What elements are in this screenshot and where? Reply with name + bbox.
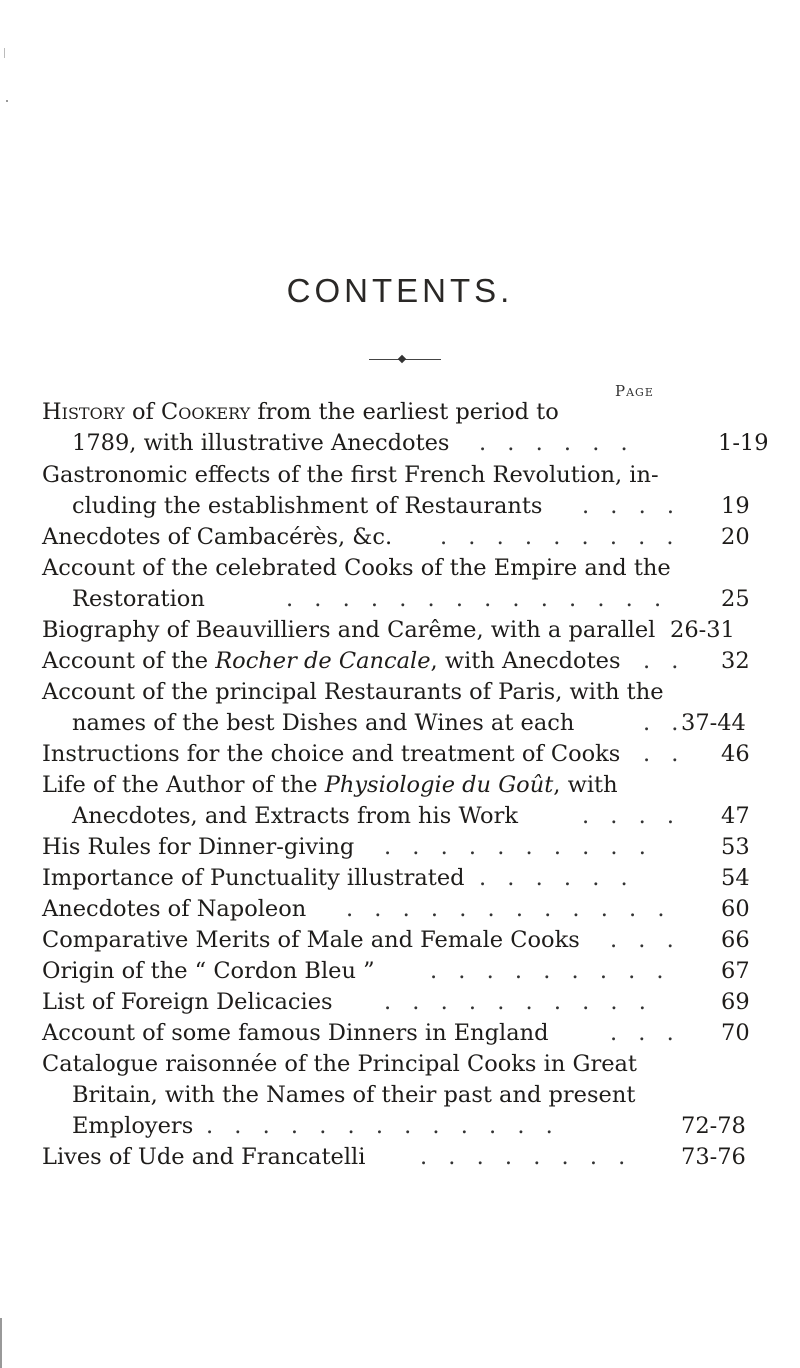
toc-word: Account of the bbox=[42, 648, 216, 674]
toc-entry-text: 1789, with illustrative Anecdotes bbox=[72, 430, 450, 456]
toc-line bbox=[0, 894, 800, 924]
toc-entry-text: Account of the celebrated Cooks of the Empire and the bbox=[42, 555, 671, 581]
toc-italic-title: Physiologie du Goût bbox=[324, 772, 554, 798]
dot-leaders: . . . . . . . . bbox=[420, 1144, 633, 1170]
toc-word: , with Anecdotes bbox=[430, 648, 621, 674]
toc-line bbox=[0, 832, 800, 862]
toc-page-number: 72-78 bbox=[681, 1113, 746, 1139]
toc-smallcaps-word: History bbox=[42, 399, 125, 425]
toc-line bbox=[0, 584, 800, 614]
toc-line bbox=[0, 801, 800, 831]
toc-entry-text: Employers bbox=[72, 1113, 194, 1139]
toc-entry-text: Instructions for the choice and treatment of Cooks bbox=[42, 741, 621, 767]
toc-line bbox=[0, 522, 800, 552]
toc-line bbox=[0, 1111, 800, 1141]
toc-page-number: 60 bbox=[721, 896, 750, 922]
toc-line bbox=[0, 708, 800, 738]
toc-entry-text: Catalogue raisonnée of the Principal Cooks in Great bbox=[42, 1051, 637, 1077]
toc-line bbox=[0, 739, 800, 769]
toc-entry-text: Account of the principal Restaurants of Paris, with the bbox=[42, 679, 664, 705]
toc-entry-text: Britain, with the Names of their past and present bbox=[72, 1082, 636, 1108]
toc-page-number: 26-31 bbox=[670, 617, 735, 643]
toc-word: of bbox=[124, 399, 161, 425]
toc-page-number: 46 bbox=[721, 741, 750, 767]
toc-line bbox=[0, 553, 800, 583]
toc-page-number: 70 bbox=[721, 1020, 750, 1046]
toc-line bbox=[0, 956, 800, 986]
toc-entry-text bbox=[42, 397, 559, 427]
toc-entry-text: Account of some famous Dinners in England bbox=[42, 1020, 549, 1046]
toc-page-number: 66 bbox=[721, 927, 750, 953]
toc-entry-text: List of Foreign Delicacies bbox=[42, 989, 333, 1015]
toc-entry-text: Lives of Ude and Francatelli bbox=[42, 1144, 366, 1170]
toc-entry-text: Restoration bbox=[72, 586, 205, 612]
toc-entry-text: Origin of the “ Cordon Bleu ” bbox=[42, 958, 375, 984]
toc-line bbox=[0, 677, 800, 707]
title-rule-ornament bbox=[398, 355, 406, 363]
toc-entry-text: Anecdotes of Cambacérès, &c. bbox=[42, 524, 393, 550]
dot-leaders: . . . bbox=[610, 1020, 681, 1046]
dot-leaders: . . . . . . bbox=[479, 865, 635, 891]
toc-line bbox=[0, 987, 800, 1017]
toc-page-number: 69 bbox=[721, 989, 750, 1015]
toc-line bbox=[0, 397, 800, 427]
toc-page-number: 1-19 bbox=[718, 430, 769, 456]
toc-line bbox=[0, 770, 800, 800]
dot-leaders: . . . . . . . . . bbox=[440, 524, 681, 550]
toc-entry-text bbox=[42, 770, 618, 800]
toc-entry-text: Biography of Beauvilliers and Carême, with a parallel bbox=[42, 617, 656, 643]
toc-entry-text: His Rules for Dinner-giving bbox=[42, 834, 355, 860]
toc-entry-text: Anecdotes of Napoleon bbox=[42, 896, 307, 922]
toc-word: Life of the Author of the bbox=[42, 772, 325, 798]
toc-page-number: 73-76 bbox=[681, 1144, 746, 1170]
toc-word: from the earliest period to bbox=[250, 399, 559, 425]
toc-line bbox=[0, 1080, 800, 1110]
toc-page-number: 32 bbox=[721, 648, 750, 674]
dot-leaders: . . . . . . . . . . . . . bbox=[206, 1113, 560, 1139]
toc-page-number: 25 bbox=[721, 586, 750, 612]
toc-line bbox=[0, 460, 800, 490]
toc-line bbox=[0, 925, 800, 955]
page-mark bbox=[4, 48, 5, 58]
dot-leaders: . . . . . . . . . . . . . . bbox=[286, 586, 669, 612]
dot-leaders: . . bbox=[643, 648, 686, 674]
toc-line bbox=[0, 428, 800, 458]
dot-leaders: . . . . bbox=[582, 493, 682, 519]
toc-entry-text: names of the best Dishes and Wines at each bbox=[72, 710, 575, 736]
toc-line bbox=[0, 1142, 800, 1172]
page-title: CONTENTS. bbox=[286, 272, 514, 309]
dot-leaders: . . . . bbox=[582, 803, 682, 829]
toc-entry-text: Anecdotes, and Extracts from his Work bbox=[72, 803, 518, 829]
toc-page-number: 53 bbox=[721, 834, 750, 860]
dot-leaders: . . . . . . . . . bbox=[430, 958, 671, 984]
toc-line bbox=[0, 615, 800, 645]
toc-word: , with bbox=[553, 772, 618, 798]
toc-entry-text bbox=[42, 646, 621, 676]
dot-leaders: . . . . . . . . . . bbox=[384, 834, 653, 860]
toc-entry-text: Gastronomic effects of the first French Revolution, in- bbox=[42, 462, 659, 488]
toc-line bbox=[0, 1018, 800, 1048]
toc-line bbox=[0, 863, 800, 893]
toc-page-number: 54 bbox=[721, 865, 750, 891]
page-speck bbox=[6, 100, 8, 102]
toc-page-number: 47 bbox=[721, 803, 750, 829]
dot-leaders: . . . . . . bbox=[479, 430, 635, 456]
toc-entry-text: cluding the establishment of Restaurants bbox=[72, 493, 543, 519]
toc-line bbox=[0, 491, 800, 521]
toc-page-number: 37-44 bbox=[681, 710, 746, 736]
dot-leaders: . . . bbox=[610, 927, 681, 953]
toc-page-number: 67 bbox=[721, 958, 750, 984]
toc-line bbox=[0, 646, 800, 676]
toc-entry-text: Importance of Punctuality illustrated bbox=[42, 865, 465, 891]
toc-entry-text: Comparative Merits of Male and Female Cooks bbox=[42, 927, 580, 953]
toc-page-number: 20 bbox=[721, 524, 750, 550]
dot-leaders: . . bbox=[643, 741, 686, 767]
page-edge-shadow bbox=[0, 1318, 2, 1368]
dot-leaders: . . . . . . . . . . . . bbox=[346, 896, 672, 922]
page-column-label: Page bbox=[615, 382, 654, 400]
dot-leaders: . . bbox=[643, 710, 686, 736]
toc-page-number: 19 bbox=[721, 493, 750, 519]
toc-italic-title: Rocher de Cancale bbox=[215, 648, 431, 674]
toc-smallcaps-word: Cookery bbox=[161, 399, 251, 425]
toc-line bbox=[0, 1049, 800, 1079]
dot-leaders: . . . . . . . . . . bbox=[384, 989, 653, 1015]
